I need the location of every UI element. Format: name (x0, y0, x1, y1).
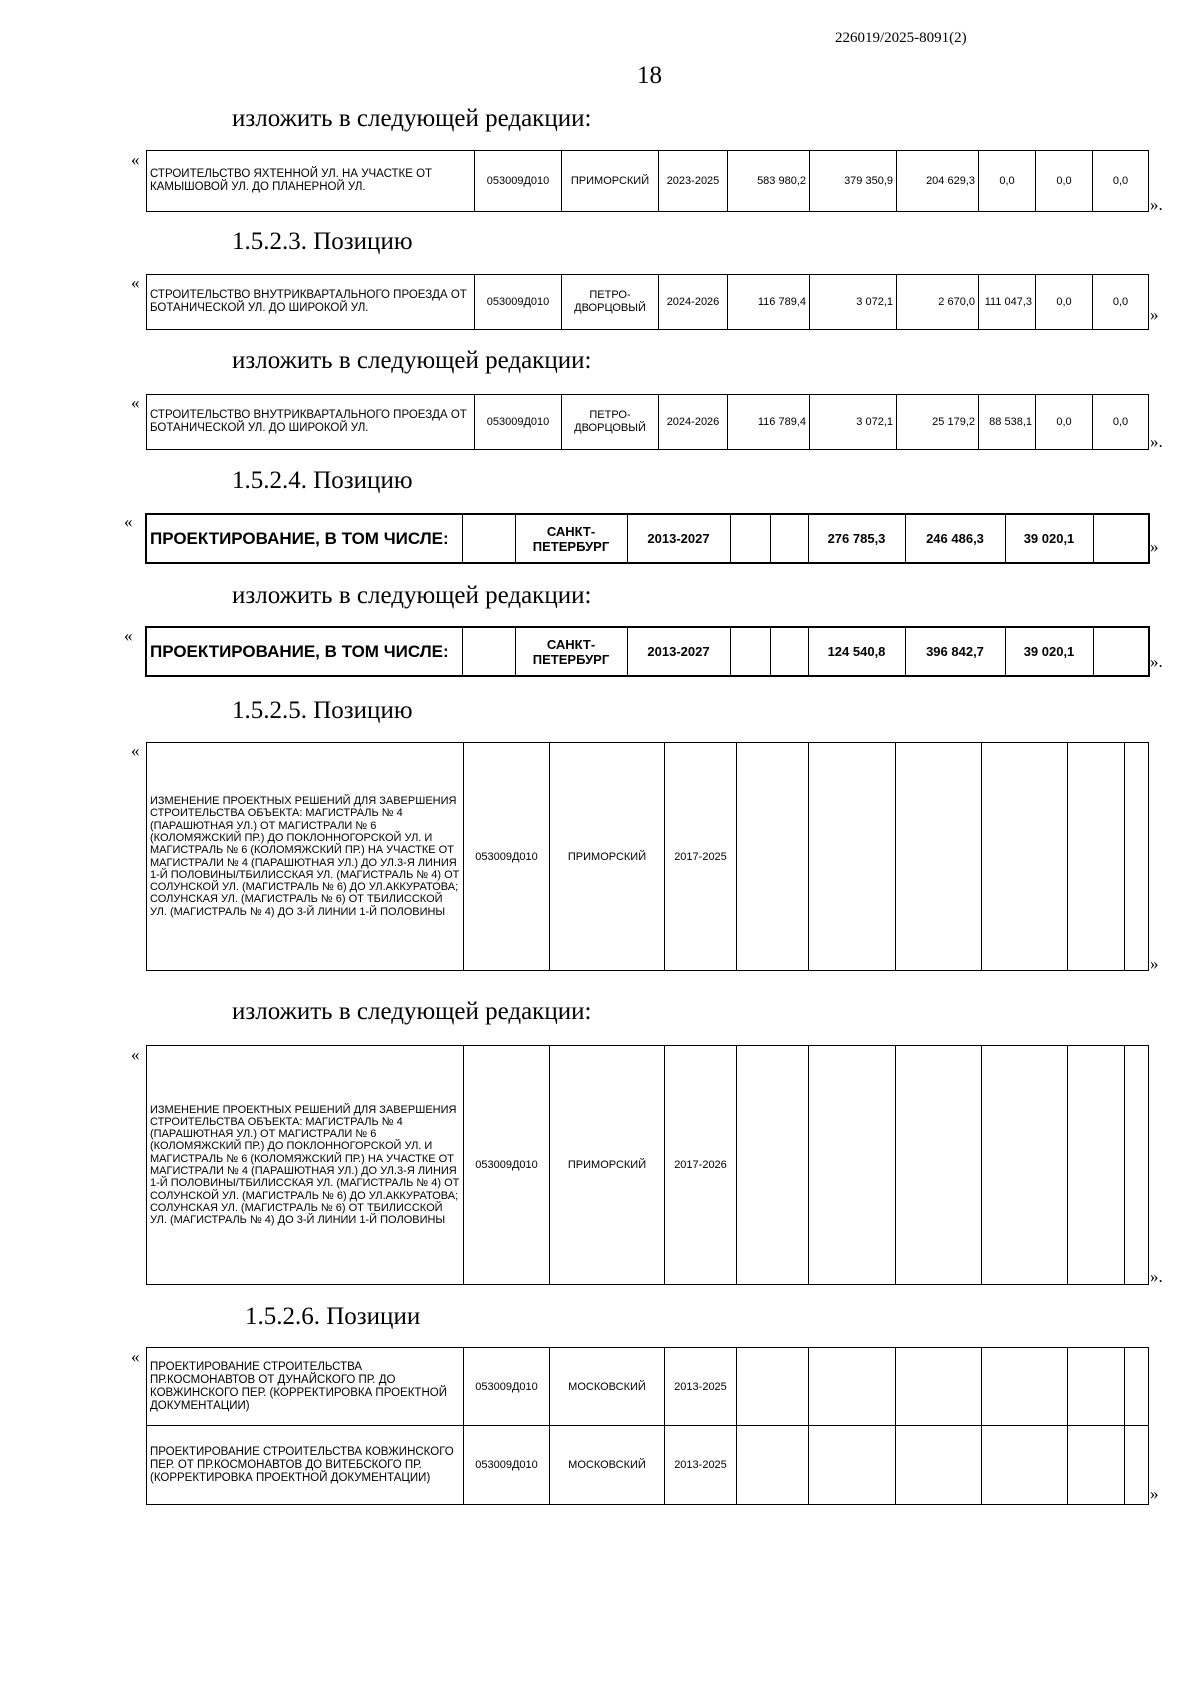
object-name: СТРОИТЕЛЬСТВО ЯХТЕННОЙ УЛ. НА УЧАСТКЕ ОТ КАМЫШОВОЙ УЛ. ДО ПЛАНЕРНОЙ УЛ. (147, 151, 475, 212)
value-cell: 111 047,3 (979, 275, 1036, 330)
object-code: 053009Д010 (464, 1426, 550, 1505)
quote-close: ». (1150, 1267, 1163, 1286)
empty-cell (730, 627, 770, 676)
section-heading: изложить в следующей редакции: (232, 105, 592, 132)
section-heading: 1.5.2.6. Позиции (245, 1303, 421, 1330)
section-heading: изложить в следующей редакции: (232, 998, 592, 1025)
empty-cell (982, 1046, 1068, 1285)
period: 2013-2025 (665, 1426, 737, 1505)
table-row (147, 743, 1149, 971)
empty-cell (1068, 743, 1125, 971)
empty-cell (770, 627, 808, 676)
empty-cell (1068, 1348, 1125, 1426)
value-cell: 124 540,8 (808, 627, 905, 676)
empty-cell (982, 743, 1068, 971)
empty-cell (737, 743, 809, 971)
section-heading: 1.5.2.4. Позицию (232, 467, 413, 494)
empty-cell (1125, 743, 1149, 971)
quote-close: ». (1150, 432, 1163, 451)
district: ПРИМОРСКИЙ (550, 1046, 665, 1285)
empty-cell (737, 1348, 809, 1426)
value-cell: 0,0 (1093, 151, 1149, 212)
empty-cell (1093, 627, 1149, 676)
quote-close: » (1150, 954, 1159, 973)
table-s4-after (146, 1045, 1149, 1285)
district: ПЕТРО-ДВОРЦОВЫЙ (562, 275, 659, 330)
quote-open: « (131, 393, 140, 412)
empty-cell (896, 743, 982, 971)
value-cell: 0,0 (1093, 395, 1149, 450)
value-cell: 379 350,9 (810, 151, 897, 212)
empty-cell (896, 1046, 982, 1285)
period: 2024-2026 (659, 395, 728, 450)
empty-cell (770, 514, 808, 563)
value-cell: 39 020,1 (1005, 514, 1093, 563)
value-cell: 3 072,1 (810, 395, 897, 450)
value-cell: 0,0 (1036, 275, 1093, 330)
object-name: СТРОИТЕЛЬСТВО ВНУТРИКВАРТАЛЬНОГО ПРОЕЗДА ОТ БОТАНИЧЕСКОЙ УЛ. ДО ШИРОКОЙ УЛ. (147, 275, 475, 330)
value-cell: 3 072,1 (810, 275, 897, 330)
district: ПРИМОРСКИЙ (562, 151, 659, 212)
district: МОСКОВСКИЙ (550, 1426, 665, 1505)
quote-close: » (1150, 305, 1159, 324)
table-s4-before (146, 742, 1149, 971)
document-id: 226019/2025-8091(2) (835, 30, 967, 46)
object-name: ИЗМЕНЕНИЕ ПРОЕКТНЫХ РЕШЕНИЙ ДЛЯ ЗАВЕРШЕНИЯ СТРОИТЕЛЬСТВА ОБЪЕКТА: МАГИСТРАЛЬ № 4 (ПАРАШЮТНАЯ УЛ.) ОТ МАГИСТРАЛИ № 6 (КОЛОМЯЖСКИЙ ПР.) ДО ПОКЛОННОГОРСКОЙ УЛ. И МАГИСТРАЛЬ № 6 (КОЛОМЯЖСКИЙ ПР.) НА УЧАСТКЕ ОТ МАГИСТРАЛИ № 4 (ПАРАШЮТНАЯ УЛ.) ДО УЛ.3-Я ЛИНИЯ 1-Й ПОЛОВИНЫ/ТБИЛИССКАЯ УЛ. (МАГИСТРАЛЬ № 4) ОТ СОЛУНСКОЙ УЛ. (МАГИСТРАЛЬ № 6) ДО УЛ.АККУРАТОВА; СОЛУНСКАЯ УЛ. (МАГИСТРАЛЬ № 6) ОТ ТБИЛИССКОЙ УЛ. (МАГИСТРАЛЬ № 4) ДО 3-Й ЛИНИИ 1-Й ПОЛОВИНЫ (147, 1046, 464, 1285)
object-code: 053009Д010 (464, 1046, 550, 1285)
value-cell: 116 789,4 (728, 275, 810, 330)
table-s3-before (145, 513, 1150, 564)
value-cell: 2 670,0 (897, 275, 979, 330)
table-row (147, 275, 1149, 330)
object-name: СТРОИТЕЛЬСТВО ВНУТРИКВАРТАЛЬНОГО ПРОЕЗДА ОТ БОТАНИЧЕСКОЙ УЛ. ДО ШИРОКОЙ УЛ. (147, 395, 475, 450)
quote-open: « (131, 273, 140, 292)
quote-open: « (131, 1045, 140, 1064)
district: ПЕТРО-ДВОРЦОВЫЙ (562, 395, 659, 450)
period: 2024-2026 (659, 275, 728, 330)
table-s2-before (146, 274, 1149, 330)
empty-cell (730, 514, 770, 563)
table-s1-after (146, 150, 1149, 212)
quote-close: » (1150, 537, 1159, 556)
district: САНКТ-ПЕТЕРБУРГ (515, 627, 627, 676)
empty-cell (809, 743, 896, 971)
empty-cell (1125, 1348, 1149, 1426)
empty-cell (982, 1426, 1068, 1505)
page-number: 18 (637, 62, 662, 89)
section-heading: изложить в следующей редакции: (232, 347, 592, 374)
district: САНКТ-ПЕТЕРБУРГ (515, 514, 627, 563)
empty-cell (462, 627, 515, 676)
quote-close: » (1150, 1484, 1159, 1503)
object-code: 053009Д010 (475, 395, 562, 450)
table-row (147, 1426, 1149, 1505)
period: 2017-2025 (665, 743, 737, 971)
district: МОСКОВСКИЙ (550, 1348, 665, 1426)
value-cell: 396 842,7 (905, 627, 1005, 676)
value-cell: 0,0 (1093, 275, 1149, 330)
district: ПРИМОРСКИЙ (550, 743, 665, 971)
period: 2013-2027 (627, 514, 730, 563)
empty-cell (1125, 1426, 1149, 1505)
empty-cell (982, 1348, 1068, 1426)
quote-open: « (131, 1347, 140, 1366)
quote-close: ». (1150, 195, 1163, 214)
table-row (147, 1046, 1149, 1285)
table-row (147, 151, 1149, 212)
empty-cell (809, 1348, 896, 1426)
object-code: 053009Д010 (464, 1348, 550, 1426)
value-cell: 88 538,1 (979, 395, 1036, 450)
empty-cell (896, 1426, 982, 1505)
empty-cell (1068, 1046, 1125, 1285)
value-cell: 0,0 (1036, 395, 1093, 450)
object-name: ПРОЕКТИРОВАНИЕ, В ТОМ ЧИСЛЕ: (146, 627, 462, 676)
value-cell: 39 020,1 (1005, 627, 1093, 676)
period: 2013-2027 (627, 627, 730, 676)
empty-cell (809, 1426, 896, 1505)
value-cell: 116 789,4 (728, 395, 810, 450)
value-cell: 0,0 (1036, 151, 1093, 212)
period: 2017-2026 (665, 1046, 737, 1285)
quote-open: « (124, 512, 133, 531)
object-code: 053009Д010 (475, 275, 562, 330)
value-cell: 25 179,2 (897, 395, 979, 450)
object-name: ПРОЕКТИРОВАНИЕ СТРОИТЕЛЬСТВА ПР.КОСМОНАВТОВ ОТ ДУНАЙСКОГО ПР. ДО КОВЖИНСКОГО ПЕР. (КОРРЕКТИРОВКА ПРОЕКТНОЙ ДОКУМЕНТАЦИИ) (147, 1348, 464, 1426)
section-heading: 1.5.2.5. Позицию (232, 697, 413, 724)
empty-cell (1125, 1046, 1149, 1285)
table-s2-after (146, 394, 1149, 450)
quote-close: ». (1150, 652, 1163, 671)
empty-cell (737, 1046, 809, 1285)
empty-cell (737, 1426, 809, 1505)
section-heading: изложить в следующей редакции: (232, 582, 592, 609)
object-code: 053009Д010 (475, 151, 562, 212)
value-cell: 204 629,3 (897, 151, 979, 212)
table-row (146, 627, 1149, 676)
table-row (147, 1348, 1149, 1426)
table-row (147, 395, 1149, 450)
empty-cell (462, 514, 515, 563)
object-code: 053009Д010 (464, 743, 550, 971)
empty-cell (896, 1348, 982, 1426)
object-name: ПРОЕКТИРОВАНИЕ СТРОИТЕЛЬСТВА КОВЖИНСКОГО ПЕР. ОТ ПР.КОСМОНАВТОВ ДО ВИТЕБСКОГО ПР.(КОРРЕКТИРОВКА ПРОЕКТНОЙ ДОКУМЕНТАЦИИ) (147, 1426, 464, 1505)
empty-cell (1068, 1426, 1125, 1505)
object-name: ПРОЕКТИРОВАНИЕ, В ТОМ ЧИСЛЕ: (146, 514, 462, 563)
quote-open: « (131, 741, 140, 760)
section-heading: 1.5.2.3. Позицию (232, 228, 413, 255)
object-name: ИЗМЕНЕНИЕ ПРОЕКТНЫХ РЕШЕНИЙ ДЛЯ ЗАВЕРШЕНИЯ СТРОИТЕЛЬСТВА ОБЪЕКТА: МАГИСТРАЛЬ № 4 (ПАРАШЮТНАЯ УЛ.) ОТ МАГИСТРАЛИ № 6 (КОЛОМЯЖСКИЙ ПР.) ДО ПОКЛОННОГОРСКОЙ УЛ. И МАГИСТРАЛЬ № 6 (КОЛОМЯЖСКИЙ ПР.) НА УЧАСТКЕ ОТ МАГИСТРАЛИ № 4 (ПАРАШЮТНАЯ УЛ.) ДО УЛ.3-Я ЛИНИЯ 1-Й ПОЛОВИНЫ/ТБИЛИССКАЯ УЛ. (МАГИСТРАЛЬ № 4) ОТ СОЛУНСКОЙ УЛ. (МАГИСТРАЛЬ № 6) ДО УЛ.АККУРАТОВА; СОЛУНСКАЯ УЛ. (МАГИСТРАЛЬ № 6) ОТ ТБИЛИССКОЙ УЛ. (МАГИСТРАЛЬ № 4) ДО 3-Й ЛИНИИ 1-Й ПОЛОВИНЫ (147, 743, 464, 971)
value-cell: 0,0 (979, 151, 1036, 212)
quote-open: « (131, 150, 140, 169)
empty-cell (809, 1046, 896, 1285)
value-cell: 276 785,3 (808, 514, 905, 563)
value-cell: 583 980,2 (728, 151, 810, 212)
table-s3-after (145, 626, 1150, 677)
period: 2013-2025 (665, 1348, 737, 1426)
empty-cell (1093, 514, 1149, 563)
period: 2023-2025 (659, 151, 728, 212)
value-cell: 246 486,3 (905, 514, 1005, 563)
table-row (146, 514, 1149, 563)
table-s5 (146, 1347, 1149, 1505)
quote-open: « (124, 626, 133, 645)
